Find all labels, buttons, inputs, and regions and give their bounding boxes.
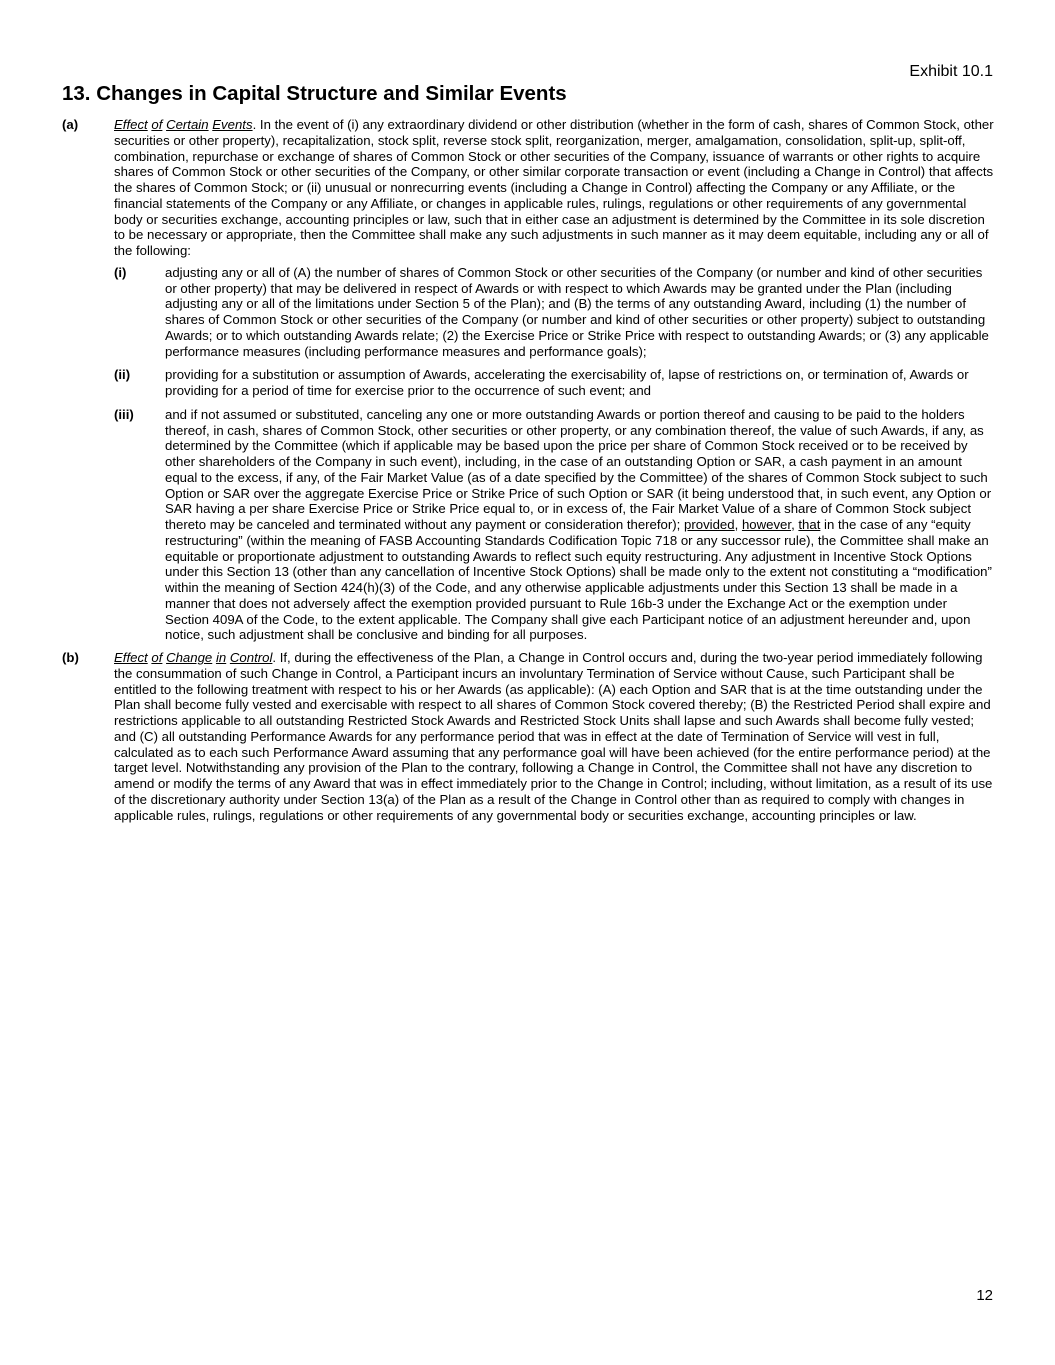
item-iii-body-end: in the case of any “equity restructuring” (within the meaning of FASB Accounting Standards Codification Topic 718 or any successor rule), the Committee shall make an equitable or proportionate adjustment to outstanding Awards to reflect such equity restructuring. Any adjustment in Incentive Stock Options under this Section 13 (other than any cancellation of Incentive Stock Options) shall be made only to the extent not constituting a “modification” within the meaning of Section 424(h)(3) of the Code, and any otherwise applicable adjustments under this Section 13 shall be made in a manner that does not adversely affect the exemption provided pursuant to Rule 16b-3 under the Exchange Act or the exemption under Section 409A of the Code, to the extent applicable. The Company shall give each Participant notice of an adjustment hereunder and, upon notice, such adjustment shall be conclusive and binding for all purposes. [165, 517, 992, 643]
heading-word: Certain [166, 117, 209, 132]
underlined-word: however [741, 517, 792, 532]
heading-word: Effect [114, 650, 148, 665]
item-iii-body-start: and if not assumed or substituted, canceling any one or more outstanding Awards or portion thereof and causing to be paid to the holders thereof, in cash, shares of Common Stock, other securities or other property, or any combination thereof, the value of such Awards, if any, as determined by the Committee (which if applicable may be based upon the price per share of Common Stock received or to be received by other shareholders of the Company in such event), including, in the case of an outstanding Option or SAR, a cash payment in an amount equal to the excess, if any, of the Fair Market Value (as of a date specified by the Committee) of the shares of Common Stock subject to such Option or SAR over the aggregate Exercise Price or Strike Price of such Option or SAR (it being understood that, in such event, any Option or SAR having a per share Exercise Price or Strike Price equal to, or in excess of, the Fair Market Value of a share of Common Stock subject thereto may be canceled and terminated without any payment or consideration therefor); [165, 406, 992, 532]
item-i-marker: (i) [114, 264, 127, 280]
paragraph-b [62, 650, 994, 823]
item-iii-marker: (iii) [114, 406, 134, 422]
heading-word: Effect [114, 117, 148, 132]
paragraph-b-body: . If, during the effectiveness of the Plan, a Change in Control occurs and, during the two-year period immediately following the consummation of such Change in Control, a Participant incurs an involuntary Termination of Service without Cause, such Participant shall be entitled to the following treatment with respect to his or her Awards (as applicable): (A) each Option and SAR that is at the time outstanding under the Plan shall become fully vested and exercisable with respect to all shares of Common Stock covered thereby; (B) the Restricted Period shall expire and restrictions applicable to all outstanding Restricted Stock Awards and Restricted Stock Units shall lapse and such Awards shall become fully vested; and (C) all outstanding Performance Awards for any performance period that was in effect at the date of Termination of Service will vest in full, calculated as to each such Performance Award assuming that any performance goal will have been achieved (for the entire performance period) at the target level. Notwithstanding any provision of the Plan to the contrary, following a Change in Control, the Committee shall not have any discretion to amend or modify the terms of any Award that was in effect immediately prior to the Change in Control; including, without limitation, as a result of its use of the discretionary authority under Section 13(a) of the Plan as a result of the Change in Control other than as required to comply with changes in applicable rules, rulings, regulations or other requirements of any governmental body or securities exchange, accounting principles or law. [114, 650, 993, 823]
item-ii-marker: (ii) [114, 367, 131, 383]
underlined-word: provided [684, 517, 735, 532]
heading-word: of [151, 650, 163, 665]
exhibit-label: Exhibit 10.1 [909, 63, 993, 80]
heading-word: Control [229, 650, 273, 665]
list-item [114, 407, 994, 643]
list-item [114, 265, 994, 360]
heading-word: in [215, 650, 227, 665]
item-ii-text: providing for a substitution or assumption of Awards, accelerating the exercisability of, lapse of restrictions on, or termination of, Awards or providing for a period of time for exercise prior to the occurrence of such event; and [165, 367, 969, 398]
page-number: 12 [976, 1287, 993, 1304]
underlined-word: that [798, 517, 821, 532]
paragraph-b-marker: (b) [62, 650, 79, 665]
heading-word: Events [212, 117, 253, 132]
section-body [62, 117, 994, 823]
paragraph-b-text [114, 650, 994, 823]
paragraph-a [62, 117, 994, 259]
paragraph-a-items [114, 265, 994, 643]
paragraph-a-marker: (a) [62, 117, 79, 132]
item-i-text: adjusting any or all of (A) the number of shares of Common Stock or other securities of the Company (or number and kind of other securities or other property) that may be delivered in respect of Awards or with respect to which Awards may be granted under the Plan (including adjusting any or all of the limitations under Section 5 of the Plan); and (B) the terms of any outstanding Award, including (1) the number of shares of Common Stock or other securities of the Company (or number and kind of other securities or other property) subject to outstanding Awards; or to which outstanding Awards relate; (2) the Exercise Price or Strike Price with respect to outstanding Awards; or (3) any applicable performance measures (including performance measures and performance goals); [165, 264, 989, 359]
section-title: 13. Changes in Capital Structure and Similar Events [62, 82, 567, 105]
paragraph-a-text [114, 117, 994, 259]
heading-word: of [151, 117, 163, 132]
heading-word: Change [166, 650, 213, 665]
list-item [114, 367, 994, 399]
paragraph-a-body: . In the event of (i) any extraordinary dividend or other distribution (whether in the form of cash, shares of Common Stock, other securities or other property), recapitalization, stock split, reverse stock split, reorganization, merger, amalgamation, consolidation, split-up, split-off, combination, repurchase or exchange of shares of Common Stock or other securities of the Company, issuance of warrants or other rights to acquire shares of Common Stock or other securities of the Company, or other similar corporate transaction or event (including a Change in Control) that affects the shares of Common Stock; or (ii) unusual or nonrecurring events (including a Change in Control) affecting the Company or any Affiliate, or the financial statements of the Company or any Affiliate, or changes in applicable rules, rulings, regulations or other requirements of any governmental body or securities exchange, accounting principles or law, such that in either case an adjustment is determined by the Committee in its sole discretion to be necessary or appropriate, then the Committee shall make any such adjustments in such manner as it may deem equitable, including any or all of the following: [114, 117, 994, 258]
item-iii-text: and if not assumed or substituted, canceling any one or more outstanding Awards or portion thereof and causing to be paid to the holders thereof, in cash, shares of Common Stock, other securities or other property, or any combination thereof, the value of such Awards, if any, as determined by the Committee (which if applicable may be based upon the price per share of Common Stock received or to be received by other shareholders of the Company in such event), including, in the case of an outstanding Option or SAR, a cash payment in an amount equal to the excess, if any, of the Fair Market Value (as of a date specified by the Committee) of the shares of Common Stock subject to such Option or SAR over the aggregate Exercise Price or Strike Price of such Option or SAR (it being understood that, in such event, any Option or SAR having a per share Exercise Price or Strike Price equal to, or in excess of, the Fair Market Value of a share of Common Stock subject thereto may be canceled and terminated without any payment or consideration therefor); provided, however, that in the case of any “equity restructuring” (within the meaning of FASB Accounting Standards Codification Topic 718 or any successor rule), the Committee shall make an equitable or proportionate adjustment to outstanding Awards to reflect such equity restructuring. Any adjustment in Incentive Stock Options under this Section 13 (other than any cancellation of Incentive Stock Options) shall be made only to the extent not constituting a “modification” within the meaning of Section 424(h)(3) of the Code, and any otherwise applicable adjustments under this Section 13 shall be made in a manner that does not adversely affect the exemption provided pursuant to Rule 16b-3 under the Exchange Act or the exemption under Section 409A of the Code, to the extent applicable. The Company shall give each Participant notice of an adjustment hereunder and, upon notice, such adjustment shall be conclusive and binding for all purposes. [165, 406, 992, 643]
